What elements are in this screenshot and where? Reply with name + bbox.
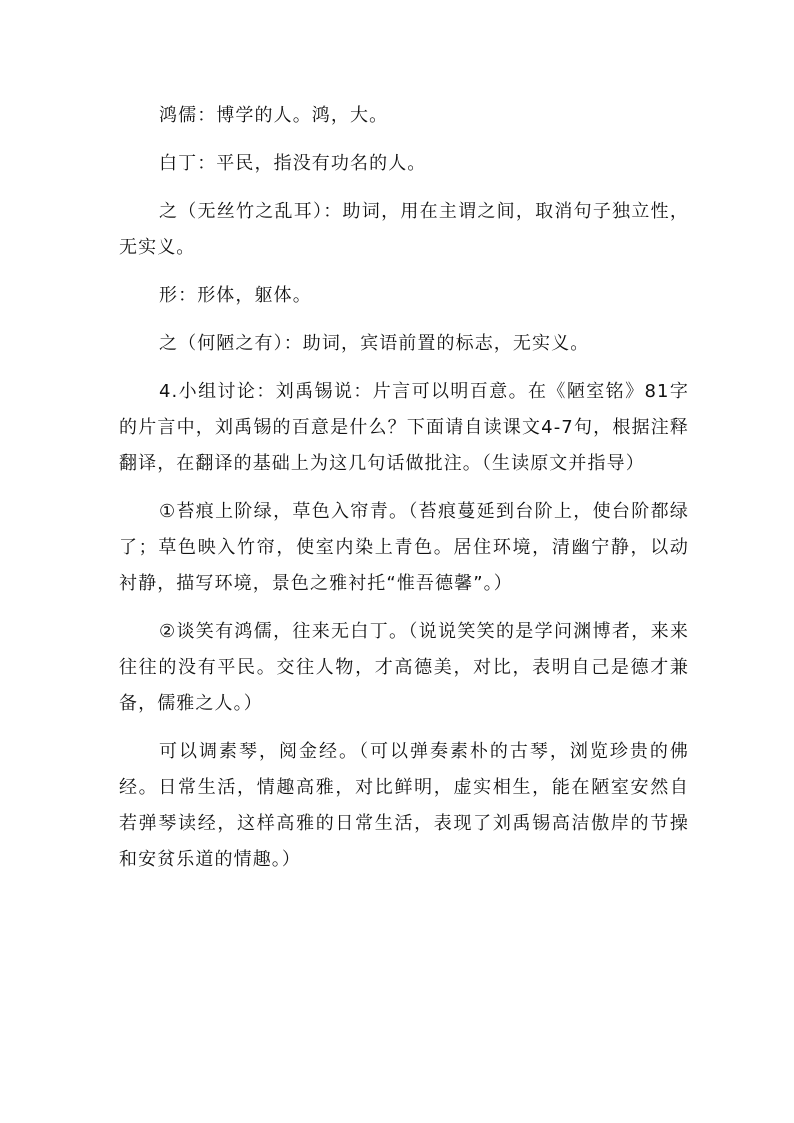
document-body (119, 98, 689, 878)
note-baiding: 白丁：平民，指没有功名的人。 (159, 153, 427, 174)
annotation-1: ①苔痕上阶绿，草色入帘青。（苔痕蔓延到台阶上，使台阶都绿了；草色映入竹帘，使室内染上青色。居住环境，清幽宁静，以动衬静，描写环境，景色之雅衬托“惟吾德馨”。） (119, 501, 689, 594)
annotation-3: 可以调素琴，阅金经。（可以弹奏素朴的古琴，浏览珍贵的佛经。日常生活，情趣高雅，对比鲜明，虚实相生，能在陋室安然自若弹琴读经，这样高雅的日常生活，表现了刘禹锡高洁傲岸的节操和安贫乐道的情趣。） (119, 741, 689, 870)
group-discussion: 4.小组讨论：刘禹锡说：片言可以明百意。在《陋室铭》81字的片言中，刘禹锡的百意是什么？下面请自读课文4-7句，根据注释翻译，在翻译的基础上为这几句话做批注。（生读原文并指导） (119, 381, 689, 474)
note-zhi-2: 之（何陋之有）：助词，宾语前置的标志，无实义。 (159, 333, 590, 354)
note-zhi-1: 之（无丝竹之乱耳）：助词，用在主谓之间，取消句子独立性，无实义。 (119, 201, 689, 258)
annotation-2: ②谈笑有鸿儒，往来无白丁。（说说笑笑的是学问渊博者，来来往往的没有平民。交往人物，才高德美，对比，表明自己是德才兼备，儒雅之人。） (119, 621, 689, 714)
note-hongru: 鸿儒：博学的人。鸿，大。 (159, 105, 389, 126)
note-xing: 形：形体，躯体。 (159, 285, 312, 306)
